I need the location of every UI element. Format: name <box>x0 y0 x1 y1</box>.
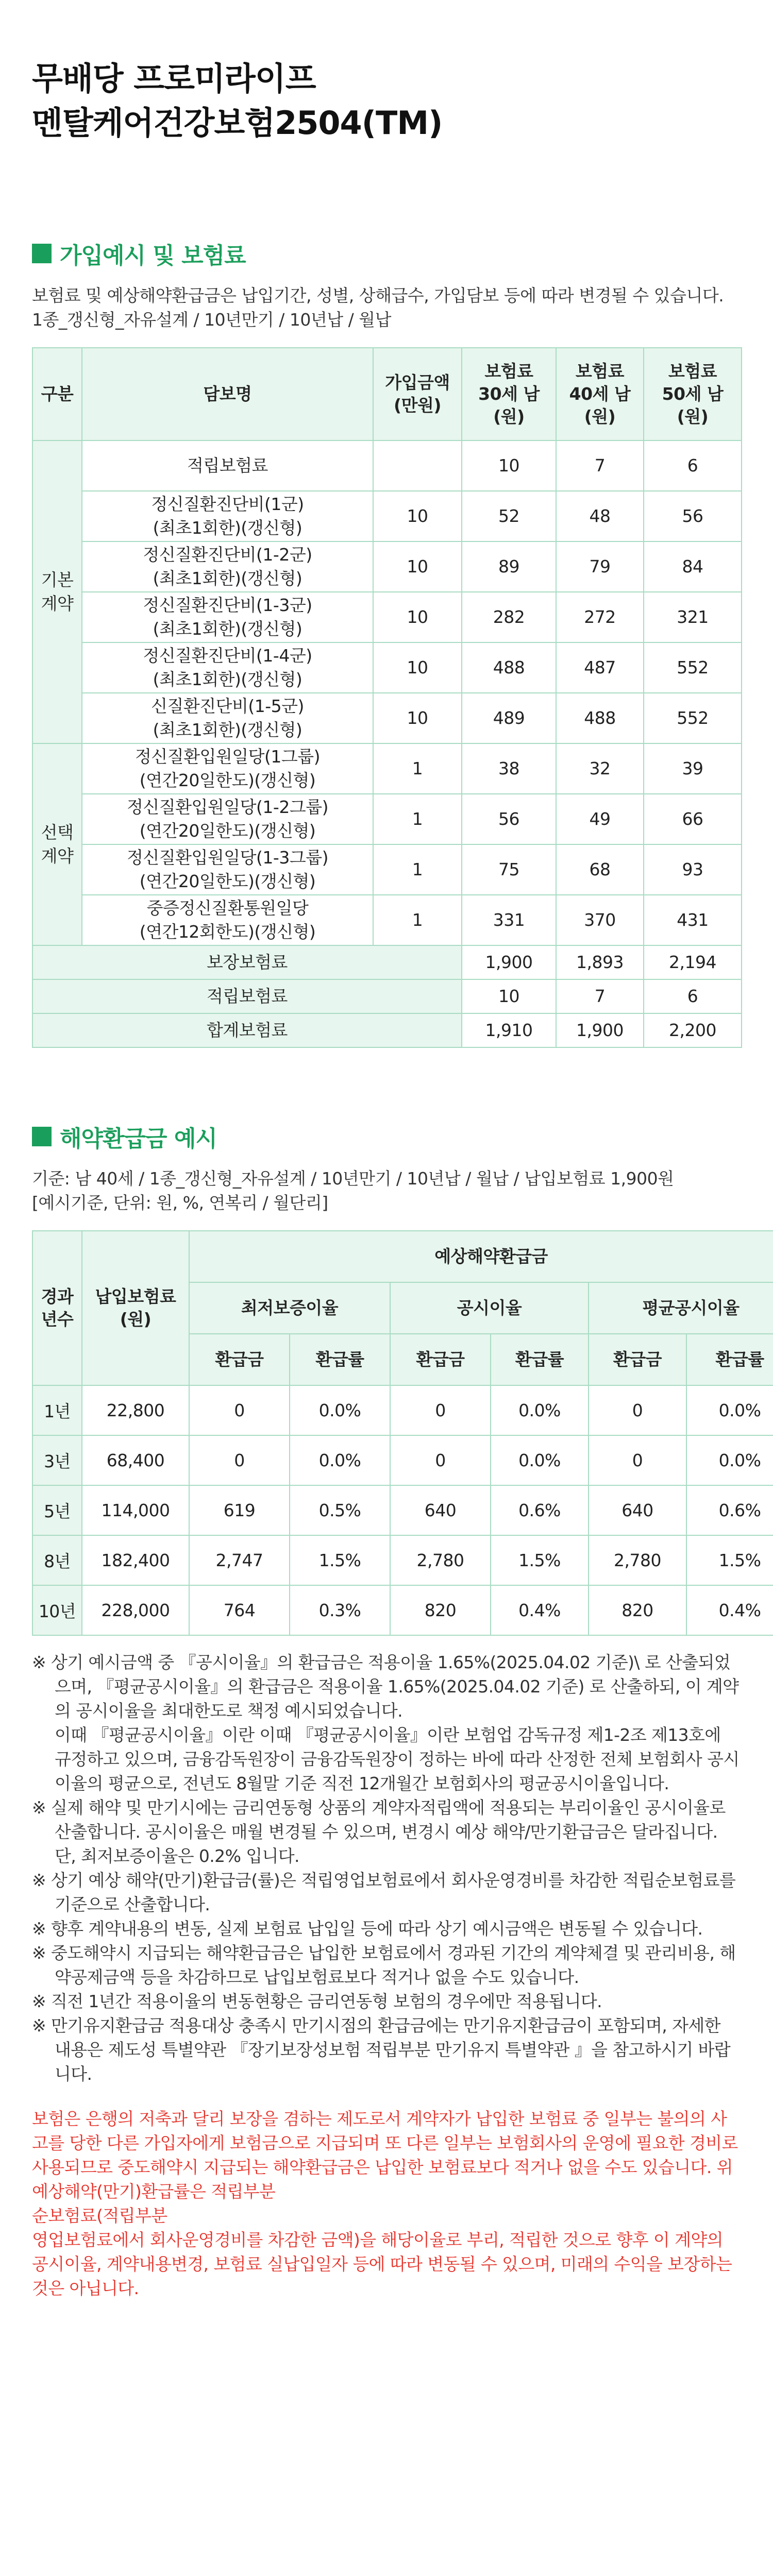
refund-cell-r1: 0 <box>189 1385 290 1435</box>
refund-cell-q3: 0.6% <box>686 1485 773 1535</box>
table-row <box>32 1585 773 1635</box>
elapsed-year: 3년 <box>32 1435 82 1485</box>
premium-40: 487 <box>556 642 644 693</box>
coverage-name: 정신질환진단비(1-4군) (최초1회한)(갱신형) <box>82 642 373 693</box>
premium-30: 75 <box>462 844 556 895</box>
total-40: 1,893 <box>556 945 644 979</box>
refund-cell-r3: 0 <box>589 1385 686 1435</box>
notes-list <box>32 1650 741 2086</box>
table-row <box>32 794 742 844</box>
premium-50: 431 <box>644 895 742 945</box>
table-row <box>32 1435 773 1485</box>
premium-50: 84 <box>644 541 742 592</box>
total-label: 합계보험료 <box>32 1013 462 1047</box>
coverage-amount: 10 <box>373 491 462 541</box>
green-square-icon <box>32 244 52 263</box>
premium-50: 66 <box>644 794 742 844</box>
premium-table-header-row <box>32 348 742 440</box>
section-refund-header <box>32 1120 741 1153</box>
premium-40: 488 <box>556 693 644 743</box>
header-refund-amount: 환급금 <box>390 1334 491 1385</box>
product-title <box>32 57 741 145</box>
note-item: ※ 상기 예시금액 중 『공시이율』의 환급금은 적용이율 1.65%(2025.04.02 기준)\ 로 산출되었으며, 『평균공시이율』의 환급금은 적용이율 1.65%(2025.04.02 기준) 로 산출하되, 이 계약의 공시이율을 최대한도로 책정 예시되었습니다. 이때 『평균공시이율』이란 이때 『평균공시이율』이란 보험업 감독규정 제1-2조 제13호에 규정하고 있으며, 금융감독원장이 금융감독원장이 정하는 바에 따라 산정한 전체 보험회사 공시이율의 평균으로, 전년도 8월말 기준 직전 12개월간 보험회사의 평균공시이율입니다. <box>32 1652 740 1793</box>
elapsed-year: 10년 <box>32 1585 82 1635</box>
premium-40: 370 <box>556 895 644 945</box>
refund-cell-r1: 764 <box>189 1585 290 1635</box>
elapsed-year: 5년 <box>32 1485 82 1535</box>
premium-50: 56 <box>644 491 742 541</box>
header-refund-amount: 환급금 <box>589 1334 686 1385</box>
premium-40: 32 <box>556 743 644 794</box>
elapsed-year: 8년 <box>32 1535 82 1585</box>
refund-cell-q3: 0.4% <box>686 1585 773 1635</box>
premium-30: 10 <box>462 440 556 491</box>
premium-40: 272 <box>556 592 644 642</box>
table-row <box>32 491 742 541</box>
coverage-name: 정신질환입원일당(1-3그룹) (연간20일한도)(갱신형) <box>82 844 373 895</box>
green-square-icon <box>32 1127 52 1146</box>
header-average-rate: 평균공시이율 <box>589 1282 773 1334</box>
table-row <box>32 541 742 592</box>
refund-cell-q1: 0.0% <box>290 1385 390 1435</box>
refund-header-row-1 <box>32 1231 773 1282</box>
table-row <box>32 693 742 743</box>
note-item: ※ 중도해약시 지급되는 해약환급금은 납입한 보험료에서 경과된 기간의 계약체결 및 관리비용, 해약공제금액 등을 차감하므로 납입보험료보다 적거나 없을 수도 있습니다. <box>32 1943 736 1987</box>
table-row <box>32 592 742 642</box>
header-public-rate: 공시이율 <box>390 1282 589 1334</box>
note-item: ※ 실제 해약 및 만기시에는 금리연동형 상품의 계약자적립액에 적용되는 부리이율인 공시이율로 산출합니다. 공시이율은 매월 변경될 수 있으며, 변경시 예상 해약/만기환급금은 달라집니다. 단, 최저보증이율은 0.2% 입니다. <box>32 1798 726 1866</box>
header-category: 구분 <box>32 348 82 440</box>
header-years: 경과 년수 <box>32 1231 82 1385</box>
group-optional: 선택 계약 <box>32 743 82 945</box>
premium-30: 331 <box>462 895 556 945</box>
table-row <box>32 642 742 693</box>
refund-cell-q3: 0.0% <box>686 1435 773 1485</box>
coverage-name: 정신질환입원일당(1-2그룹) (연간20일한도)(갱신형) <box>82 794 373 844</box>
refund-table <box>32 1230 773 1636</box>
coverage-amount: 1 <box>373 794 462 844</box>
table-row <box>32 1535 773 1585</box>
header-coverage: 담보명 <box>82 348 373 440</box>
total-40: 7 <box>556 979 644 1013</box>
total-label: 보장보험료 <box>32 945 462 979</box>
refund-cell-q2: 1.5% <box>491 1535 589 1585</box>
coverage-amount: 10 <box>373 693 462 743</box>
section-premium-header <box>32 237 741 270</box>
refund-cell-r2: 0 <box>390 1385 491 1435</box>
premium-30: 38 <box>462 743 556 794</box>
premium-50: 321 <box>644 592 742 642</box>
group-basic: 기본 계약 <box>32 440 82 743</box>
refund-cell-r2: 640 <box>390 1485 491 1535</box>
table-row <box>32 743 742 794</box>
total-row <box>32 945 742 979</box>
coverage-name: 적립보험료 <box>82 440 373 491</box>
refund-desc-line1: 기준: 남 40세 / 1종_갱신형_자유설계 / 10년만기 / 10년납 / 월납 / 납입보험료 1,900원 <box>32 1168 674 1189</box>
refund-cell-q2: 0.0% <box>491 1385 589 1435</box>
premium-30: 489 <box>462 693 556 743</box>
total-30: 1,900 <box>462 945 556 979</box>
premium-30: 89 <box>462 541 556 592</box>
coverage-amount: 1 <box>373 844 462 895</box>
premium-50: 6 <box>644 440 742 491</box>
total-40: 1,900 <box>556 1013 644 1047</box>
refund-cell-q3: 1.5% <box>686 1535 773 1585</box>
total-50: 2,194 <box>644 945 742 979</box>
total-30: 10 <box>462 979 556 1013</box>
refund-cell-q1: 0.0% <box>290 1435 390 1485</box>
total-50: 6 <box>644 979 742 1013</box>
refund-cell-r3: 2,780 <box>589 1535 686 1585</box>
refund-table-body <box>32 1385 773 1635</box>
refund-cell-paid: 22,800 <box>82 1385 189 1435</box>
refund-cell-paid: 68,400 <box>82 1435 189 1485</box>
premium-40: 48 <box>556 491 644 541</box>
premium-50: 93 <box>644 844 742 895</box>
coverage-name: 정신질환진단비(1-2군) (최초1회한)(갱신형) <box>82 541 373 592</box>
elapsed-year: 1년 <box>32 1385 82 1435</box>
table-row <box>32 1385 773 1435</box>
refund-desc-line2: [예시기준, 단위: 원, %, 연복리 / 월단리] <box>32 1193 328 1213</box>
header-premium-30: 보험료 30세 남 (원) <box>462 348 556 440</box>
premium-50: 552 <box>644 642 742 693</box>
refund-cell-paid: 228,000 <box>82 1585 189 1635</box>
refund-cell-paid: 182,400 <box>82 1535 189 1585</box>
refund-cell-q1: 0.5% <box>290 1485 390 1535</box>
header-refund-ratio: 환급률 <box>290 1334 390 1385</box>
premium-40: 68 <box>556 844 644 895</box>
note-item: ※ 상기 예상 해약(만기)환급금(률)은 적립영업보험료에서 회사운영경비를 차감한 적립순보험료를 기준으로 산출합니다. <box>32 1870 736 1914</box>
coverage-name: 신질환진단비(1-5군) (최초1회한)(갱신형) <box>82 693 373 743</box>
coverage-name: 중증정신질환통원일당 (연간12회한도)(갱신형) <box>82 895 373 945</box>
refund-cell-r2: 820 <box>390 1585 491 1635</box>
total-label: 적립보험료 <box>32 979 462 1013</box>
total-30: 1,910 <box>462 1013 556 1047</box>
header-refund-ratio: 환급률 <box>686 1334 773 1385</box>
refund-cell-q3: 0.0% <box>686 1385 773 1435</box>
premium-table <box>32 347 742 1048</box>
coverage-amount: 1 <box>373 743 462 794</box>
premium-desc-line2: 1종_갱신형_자유설계 / 10년만기 / 10년납 / 월납 <box>32 310 391 330</box>
coverage-name: 정신질환진단비(1군) (최초1회한)(갱신형) <box>82 491 373 541</box>
header-premium-50: 보험료 50세 남 (원) <box>644 348 742 440</box>
section-refund-title: 해약환급금 예시 <box>60 1126 217 1152</box>
premium-30: 488 <box>462 642 556 693</box>
refund-cell-r1: 619 <box>189 1485 290 1535</box>
table-row <box>32 440 742 491</box>
header-premium-40: 보험료 40세 남 (원) <box>556 348 644 440</box>
premium-30: 52 <box>462 491 556 541</box>
product-title-line1: 무배당 프로미라이프 <box>32 60 316 97</box>
premium-table-body <box>32 440 742 1047</box>
total-50: 2,200 <box>644 1013 742 1047</box>
premium-40: 7 <box>556 440 644 491</box>
premium-50: 552 <box>644 693 742 743</box>
product-title-line2: 멘탈케어건강보험2504(TM) <box>32 104 443 142</box>
warning-text: 보험은 은행의 저축과 달리 보장을 겸하는 제도로서 계약자가 납입한 보험료 중 일부는 불의의 사고를 당한 다른 가입자에게 보험금으로 지급되며 또 다른 일부는 보험회사의 운영에 필요한 경비로 사용되므로 중도해약시 지급되는 해약환급금은 납입한 보험료보다 적거나 없을 수도 있습니다. 위 예상해약(만기)환급률은 적립부분 순보험료(적립부분 영업보험료에서 회사운영경비를 차감한 금액)을 해당이율로 부리, 적립한 것으로 향후 이 계약의 공시이율, 계약내용변경, 보험료 실납입일자 등에 따라 변동될 수 있으며, 미래의 수익을 보장하는 것은 아닙니다. <box>32 2109 738 2298</box>
section-premium-description <box>32 283 741 332</box>
coverage-amount: 10 <box>373 642 462 693</box>
header-refund-amount: 환급금 <box>189 1334 290 1385</box>
premium-40: 79 <box>556 541 644 592</box>
refund-cell-q2: 0.4% <box>491 1585 589 1635</box>
refund-cell-r1: 0 <box>189 1435 290 1485</box>
refund-cell-r3: 820 <box>589 1585 686 1635</box>
table-row <box>32 895 742 945</box>
header-min-rate: 최저보증이율 <box>189 1282 390 1334</box>
section-premium-title: 가입예시 및 보험료 <box>60 243 246 269</box>
refund-cell-paid: 114,000 <box>82 1485 189 1535</box>
refund-cell-q1: 1.5% <box>290 1535 390 1585</box>
header-amount: 가입금액 (만원) <box>373 348 462 440</box>
coverage-amount <box>373 440 462 491</box>
refund-cell-r2: 0 <box>390 1435 491 1485</box>
premium-desc-line1: 보험료 및 예상해약환급금은 납입기간, 성별, 상해급수, 가입담보 등에 따라 변경될 수 있습니다. <box>32 285 724 306</box>
table-row <box>32 844 742 895</box>
premium-30: 56 <box>462 794 556 844</box>
premium-40: 49 <box>556 794 644 844</box>
refund-cell-r2: 2,780 <box>390 1535 491 1585</box>
coverage-name: 정신질환진단비(1-3군) (최초1회한)(갱신형) <box>82 592 373 642</box>
note-item: ※ 직전 1년간 적용이율의 변동현황은 금리연동형 보험의 경우에만 적용됩니다. <box>32 1991 602 2011</box>
table-row <box>32 1485 773 1535</box>
total-row <box>32 1013 742 1047</box>
refund-cell-q1: 0.3% <box>290 1585 390 1635</box>
header-refund-ratio: 환급률 <box>491 1334 589 1385</box>
note-item: ※ 만기유지환급금 적용대상 충족시 만기시점의 환급금에는 만기유지환급금이 포함되며, 자세한 내용은 제도성 특별약관 『장기보장성보험 적립부분 만기유지 특별약관 』을 참고하시기 바랍니다. <box>32 2015 731 2084</box>
note-item: ※ 향후 계약내용의 변동, 실제 보험료 납입일 등에 따라 상기 예시금액은 변동될 수 있습니다. <box>32 1919 703 1939</box>
header-expected-refund: 예상해약환급금 <box>189 1231 773 1282</box>
coverage-amount: 10 <box>373 541 462 592</box>
coverage-amount: 10 <box>373 592 462 642</box>
refund-cell-r1: 2,747 <box>189 1535 290 1585</box>
coverage-amount: 1 <box>373 895 462 945</box>
refund-cell-q2: 0.0% <box>491 1435 589 1485</box>
refund-cell-r3: 0 <box>589 1435 686 1485</box>
header-paid: 납입보험료 (원) <box>82 1231 189 1385</box>
coverage-name: 정신질환입원일당(1그룹) (연간20일한도)(갱신형) <box>82 743 373 794</box>
premium-50: 39 <box>644 743 742 794</box>
total-row <box>32 979 742 1013</box>
refund-cell-r3: 640 <box>589 1485 686 1535</box>
refund-cell-q2: 0.6% <box>491 1485 589 1535</box>
premium-30: 282 <box>462 592 556 642</box>
section-refund-description <box>32 1166 741 1215</box>
